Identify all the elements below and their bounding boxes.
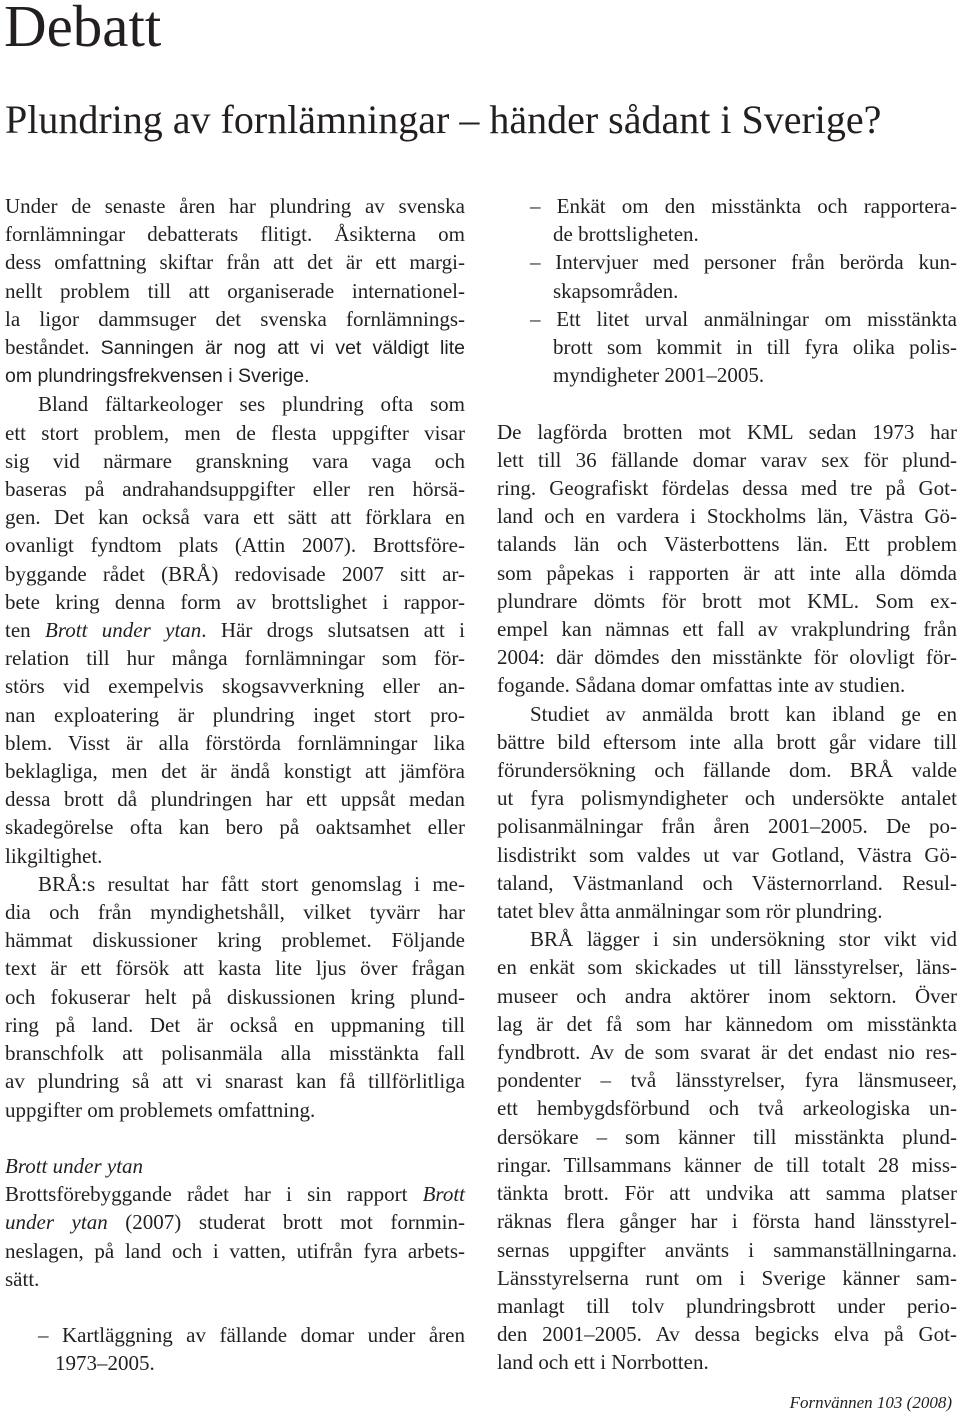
report-title: Brott [422, 1182, 465, 1207]
subheading: Brott under ytan [5, 1153, 144, 1178]
text-line: förundersökning och fällande dom. BRÅ valde [497, 758, 957, 783]
spacer [497, 389, 957, 417]
text-line: ring. Geografiskt fördelas dessa med tre på Got- [497, 476, 957, 501]
text-line [5, 1208, 465, 1236]
article-title: Plundring av fornlämningar – händer sådant i Sverige? [5, 97, 882, 142]
text-line: plundrare dömts för brott mot KML. Som ex- [497, 588, 957, 613]
text-line: museer och andra aktörer inom sektorn. Över [497, 983, 957, 1008]
paragraph [497, 700, 957, 926]
text-line: likgiltighet. [5, 843, 103, 868]
text-line: 2004: där dömdes den misstänkte för olovligt för- [497, 645, 957, 670]
text-line: – Ett litet urval anmälningar om misstänkta [530, 306, 957, 331]
text-line: sig vid närmare granskning vara vaga och [5, 448, 465, 473]
list-item [497, 192, 957, 248]
text-line: lisdistrikt som valdes ut var Gotland, Västra Gö- [497, 842, 957, 867]
text-line: blem. Visst är alla förstörda fornlämningar lika [5, 730, 465, 755]
text-line: dessa brott då plundringen har ett uppsåt medan [5, 787, 465, 812]
report-title: under ytan [5, 1210, 108, 1235]
text-line [5, 1180, 465, 1208]
text-line: nellt problem till att organiserade internationel- [5, 278, 465, 303]
text-line: pondenter – två länsstyrelser, fyra länsmuseer, [497, 1068, 957, 1093]
text-line: fornlämningar debatterats flitigt. Åsikterna om [5, 222, 465, 247]
text-line: tänkta brott. För att undvika att samma platser [497, 1181, 957, 1206]
text-line: räknas flera gånger har i första hand länsstyrel- [497, 1209, 957, 1234]
paragraph [5, 390, 465, 869]
text-span: (2007) studerat brott mot fornmin- [107, 1210, 465, 1235]
text-line: BRÅ lägger i sin undersökning stor vikt vid [530, 927, 957, 952]
text-line: – Intervjuer med personer från berörda kun- [530, 250, 957, 275]
text-line: tatet blev åtta anmälningar som rör plundring. [497, 899, 883, 924]
text-span: . Här drogs slutsatsen att i [201, 618, 465, 643]
text-line: sätt. [5, 1266, 40, 1291]
text-line: de brottsligheten. [553, 222, 699, 247]
text-line [5, 616, 465, 644]
paragraph [5, 192, 465, 390]
text-line: ut fyra polismyndigheter och undersökte antalet [497, 786, 957, 811]
text-line: bete kring denna form av brottslighet i rappor- [5, 589, 465, 614]
right-column [497, 192, 957, 1377]
text-line: talands län och Västerbottens län. Ett problem [497, 532, 957, 557]
text-line: och fokuserar helt på diskussionen kring plund- [5, 984, 465, 1009]
text-line: brott som kommit in till fyra olika polis- [553, 335, 957, 360]
text-line: störs vid exempelvis skogsavverkning eller an- [5, 674, 465, 699]
text-line: De lagförda brotten mot KML sedan 1973 har [497, 419, 957, 444]
text-line: fyndbrott. Av de som svarat är det endast nio res- [497, 1040, 957, 1065]
text-line: bättre bild eftersom inte alla brott går vidare till [497, 729, 957, 754]
text-line: manlagt till tolv plundringsbrott under perio- [497, 1293, 957, 1318]
text-line: polisanmälningar från åren 2001–2005. De po- [497, 814, 957, 839]
paragraph [497, 418, 957, 700]
text-line: sernas uppgifter använts i sammanställningarna. [497, 1237, 957, 1262]
text-line: empel kan nämnas ett fall av vrakplundring från [497, 617, 957, 642]
text-line: hämmat diskussioner kring problemet. Följande [5, 928, 465, 953]
paragraph [5, 1180, 465, 1293]
text-line: lett till 36 fällande domar varav sex för plund- [497, 447, 957, 472]
text-span: ten [5, 618, 46, 643]
text-line: den 2001–2005. Av dessa begicks elva på Got- [497, 1322, 957, 1347]
text-line: Studiet av anmälda brott kan ibland ge en [530, 701, 957, 726]
text-line: myndigheter 2001–2005. [553, 363, 765, 388]
section-label: Debatt [4, 0, 162, 59]
text-line: Under de senaste åren har plundring av svenska [5, 194, 465, 218]
text-span: Sanningen är nog att vi vet väldigt lite [100, 337, 465, 360]
text-line: taland, Västmanland och Västernorrland. Resul- [497, 870, 957, 895]
footer-citation: Fornvännen 103 (2008) [789, 1393, 952, 1412]
text-line: 1973–2005. [55, 1351, 155, 1376]
spacer [5, 1293, 465, 1321]
text-line: skapsområden. [553, 278, 679, 303]
report-title: Brott under ytan [45, 618, 202, 643]
paragraph [497, 925, 957, 1376]
list-item [5, 1321, 465, 1377]
text-line: dia och från myndighetshåll, vilket tyvärr har [5, 900, 465, 925]
text-line: dersökare – som känner till misstänkta plund- [497, 1124, 957, 1149]
text-line: dess omfattning skiftar från att det är ett margi- [5, 250, 465, 275]
text-line: – Enkät om den misstänkta och rapportera- [530, 194, 957, 218]
text-line: Bland fältarkeologer ses plundring ofta som [38, 392, 465, 417]
spacer [5, 1124, 465, 1152]
text-line: gen. Det kan också vara ett sätt att förklara en [5, 505, 465, 530]
text-line: relation till hur många fornlämningar som för- [5, 646, 465, 671]
text-line: nan exploatering är plundring inget stort pro- [5, 702, 465, 727]
text-line: ett hembygdsförbund och två arkeologiska un- [497, 1096, 957, 1121]
text-line: skadegörelse ofta kan bero på oaktsamhet eller [5, 815, 465, 840]
text-line: text är ett försök att kasta lite ljus över frågan [5, 956, 465, 981]
text-line: neslagen, på land och i vatten, utifrån fyra arbets- [5, 1238, 465, 1263]
text-line: ovanligt fyndtom plats (Attin 2007). Brottsföre- [5, 533, 465, 558]
text-line: branschfolk att polisanmäla alla misstänkta fall [5, 1041, 465, 1066]
left-column [5, 192, 465, 1378]
text-line: av plundring så att vi snarast kan få tillförlitliga [5, 1069, 465, 1094]
text-line: lag är det få som har kännedom om misstänkta [497, 1011, 957, 1036]
text-line: fogande. Sådana domar omfattas inte av studien. [497, 673, 906, 698]
text-span: beståndet. [5, 335, 101, 360]
text-line: land och en vardera i Stockholms län, Västra Gö- [497, 504, 957, 529]
text-line: Länsstyrelserna runt om i Sverige känner sam- [497, 1265, 957, 1290]
text-line: ring på land. Det är också en uppmaning till [5, 1012, 465, 1037]
text-span: Brottsförebyggande rådet har i sin rapport [5, 1182, 423, 1207]
text-line: som påpekas i rapporten är att inte alla dömda [497, 560, 957, 585]
paragraph [5, 870, 465, 1124]
text-line: beklagliga, men det är ändå konstigt att jämföra [5, 759, 465, 784]
text-line [5, 333, 465, 362]
text-line: en enkät som skickades ut till länsstyrelser, läns- [497, 955, 957, 980]
text-line: – Kartläggning av fällande domar under åren [38, 1323, 465, 1348]
list-item [497, 248, 957, 304]
text-line: baseras på andrahandsuppgifter eller ren hörsä- [5, 477, 465, 502]
text-line: ett stort problem, men de flesta uppgifter visar [5, 420, 465, 445]
text-line: om plundringsfrekvensen i Sverige. [5, 365, 310, 388]
text-line: land och ett i Norrbotten. [497, 1350, 709, 1375]
text-line: ringar. Tillsammans känner de till totalt 28 miss- [497, 1152, 957, 1177]
text-line: BRÅ:s resultat har fått stort genomslag i me- [38, 871, 465, 896]
text-line: uppgifter om problemets omfattning. [5, 1097, 316, 1122]
text-line: la ligor dammsuger det svenska fornlämnings- [5, 306, 465, 331]
text-line: byggande rådet (BRÅ) redovisade 2007 sitt ar- [5, 561, 465, 586]
list-item [497, 305, 957, 390]
